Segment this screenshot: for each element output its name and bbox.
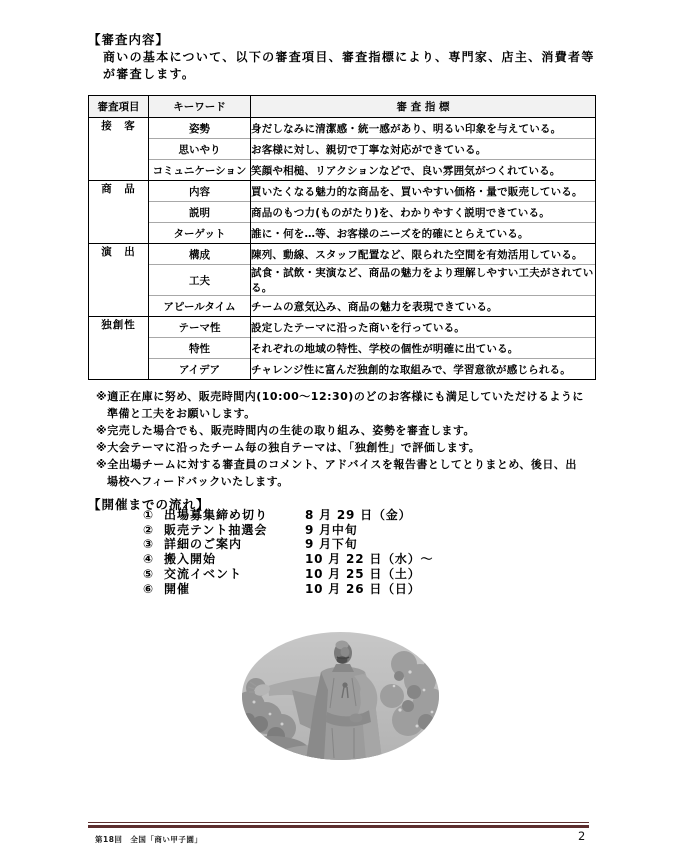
- schedule-label: 搬入開始: [164, 552, 217, 567]
- table-row: [89, 338, 596, 359]
- keyword-cell: 構成: [149, 244, 251, 265]
- note-line: ※全出場チームに対する審査員のコメント、アドバイスを報告書としてとりまとめ、後日、出: [96, 458, 577, 471]
- indicator-cell: 試食・試飲・実演など、商品の魅力をより理解しやすい工夫がされている。: [251, 265, 596, 296]
- note-line: ※大会テーマに沿ったチーム毎の独自テーマは、「独創性」で評価します。: [96, 441, 481, 454]
- schedule-date: 10 月 25 日（土）: [305, 566, 421, 581]
- criteria-item-cell: 商 品: [89, 181, 149, 244]
- table-row: [89, 265, 596, 296]
- indicator-cell: 設定したテーマに沿った商いを行っている。: [251, 317, 596, 338]
- schedule-list: [143, 508, 433, 596]
- judging-notes: [96, 388, 601, 490]
- footer-divider: [88, 822, 589, 828]
- keyword-cell: 内容: [149, 181, 251, 202]
- schedule-label: 出場募集締め切り: [164, 508, 269, 522]
- schedule-date: 9 月下旬: [305, 537, 358, 552]
- statue-photo-illustration: [242, 632, 439, 760]
- indicator-cell: それぞれの地域の特性、学校の個性が明確に出ている。: [251, 338, 596, 359]
- note-line: ※完売した場合でも、販売時間内の生徒の取り組み、姿勢を審査します。: [96, 424, 475, 437]
- indicator-cell: お客様に対し、親切で丁寧な対応ができている。: [251, 139, 596, 160]
- table-row: [89, 223, 596, 244]
- col-header-indicator: 審 査 指 標: [251, 96, 596, 118]
- keyword-cell: アイデア: [149, 359, 251, 380]
- footer-document-title: 第18回 全国「商い甲子園」: [95, 835, 203, 844]
- schedule-number: ⑤: [143, 566, 154, 581]
- keyword-cell: 説明: [149, 202, 251, 223]
- schedule-number: ②: [143, 522, 154, 537]
- note-line: 準備と工夫をお願いします。: [107, 407, 256, 420]
- table-row: [89, 317, 596, 338]
- schedule-label: 開催: [164, 581, 191, 596]
- keyword-cell: コミュニケーション: [149, 160, 251, 181]
- table-row: [89, 244, 596, 265]
- indicator-cell: 買いたくなる魅力的な商品を、買いやすい価格・量で販売している。: [251, 181, 596, 202]
- table-row: [89, 160, 596, 181]
- col-header-item: 審査項目: [89, 96, 149, 118]
- keyword-cell: 特性: [149, 338, 251, 359]
- table-row: [89, 181, 596, 202]
- schedule-label: 交流イベント: [164, 566, 243, 581]
- criteria-item-cell: 接 客: [89, 118, 149, 181]
- schedule-item: [143, 552, 433, 567]
- schedule-date: 10 月 22 日（水）～: [305, 552, 434, 567]
- criteria-item-cell: 独創性: [89, 317, 149, 380]
- schedule-item: [143, 523, 433, 538]
- judging-intro-line2: が審査します。: [103, 67, 196, 81]
- indicator-cell: 笑顔や相槌、リアクションなどで、良い雰囲気がつくれている。: [251, 160, 596, 181]
- schedule-label: 販売テント抽選会: [164, 522, 268, 537]
- keyword-cell: テーマ性: [149, 317, 251, 338]
- table-row: [89, 118, 596, 139]
- keyword-cell: ターゲット: [149, 223, 251, 244]
- indicator-cell: チャレンジ性に富んだ独創的な取組みで、学習意欲が感じられる。: [251, 359, 596, 380]
- note-line: 場校へフィードバックいたします。: [107, 475, 289, 488]
- indicator-cell: 陳列、動線、スタッフ配置など、限られた空間を有効活用している。: [251, 244, 596, 265]
- judging-intro-line1: 商いの基本について、以下の審査項目、審査指標により、専門家、店主、消費者等: [103, 50, 595, 64]
- schedule-item: [143, 508, 433, 523]
- schedule-number: ③: [143, 537, 154, 552]
- table-row: [89, 202, 596, 223]
- keyword-cell: 工夫: [149, 265, 251, 296]
- section-title-judging: 【審査内容】: [88, 32, 170, 47]
- schedule-item: [143, 567, 433, 582]
- col-header-keyword: キーワード: [149, 96, 251, 118]
- schedule-date: 9 月中旬: [305, 522, 358, 537]
- statue-photo: [242, 632, 439, 760]
- keyword-cell: 姿勢: [149, 118, 251, 139]
- indicator-cell: チームの意気込み、商品の魅力を表現できている。: [251, 296, 596, 317]
- table-row: [89, 139, 596, 160]
- table-row: [89, 296, 596, 317]
- table-row: [89, 359, 596, 380]
- schedule-label: 詳細のご案内: [164, 537, 243, 552]
- schedule-number: ①: [143, 508, 154, 522]
- keyword-cell: 思いやり: [149, 139, 251, 160]
- schedule-item: [143, 582, 433, 597]
- section-title-schedule: 【開催までの流れ】: [88, 497, 210, 512]
- indicator-cell: 身だしなみに清潔感・統一感があり、明るい印象を与えている。: [251, 118, 596, 139]
- note-line: ※適正在庫に努め、販売時間内(10:00～12:30)のどのお客様にも満足していただけるように: [96, 390, 584, 403]
- schedule-date: 10 月 26 日（日）: [305, 581, 421, 596]
- schedule-date: 8 月 29 日（金）: [305, 508, 412, 522]
- schedule-number: ④: [143, 552, 154, 567]
- page-number: 2: [578, 829, 586, 843]
- indicator-cell: 誰に・何を…等、お客様のニーズを的確にとらえている。: [251, 223, 596, 244]
- judging-criteria-table: [88, 95, 596, 380]
- indicator-cell: 商品のもつ力(ものがたり)を、わかりやすく説明できている。: [251, 202, 596, 223]
- table-header-row: [89, 96, 596, 118]
- keyword-cell: アピールタイム: [149, 296, 251, 317]
- criteria-item-cell: 演 出: [89, 244, 149, 317]
- schedule-number: ⑥: [143, 581, 154, 596]
- schedule-item: [143, 537, 433, 552]
